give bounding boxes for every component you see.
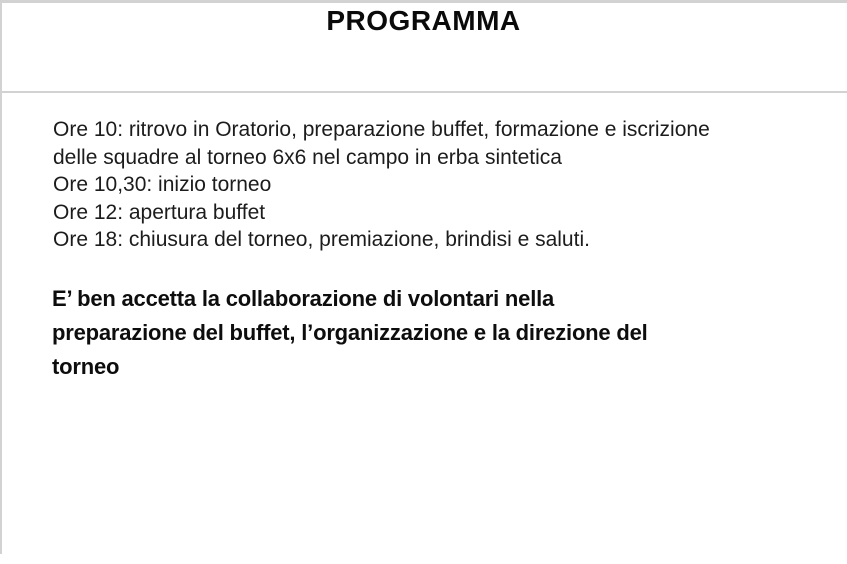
- slide-header: [0, 6, 847, 36]
- slide-top-border: [0, 0, 847, 3]
- schedule-line: Ore 18: chiusura del torneo, premiazione, brindisi e saluti.: [53, 228, 590, 251]
- schedule-line: Ore 10: ritrovo in Oratorio, preparazione buffet, formazione e iscrizione: [53, 118, 710, 141]
- notice-line: E’ ben accetta la collaborazione di volontari nella: [52, 286, 555, 311]
- schedule-text-block: [53, 116, 813, 254]
- schedule-line: Ore 10,30: inizio torneo: [53, 173, 272, 196]
- schedule-line: delle squadre al torneo 6x6 nel campo in erba sintetica: [53, 145, 562, 169]
- notice-line: torneo: [52, 354, 120, 379]
- notice-line: preparazione del buffet, l’organizzazione e la direzione del: [52, 320, 648, 345]
- volunteer-notice-block: [52, 282, 812, 384]
- page-title: PROGRAMMA: [326, 5, 521, 36]
- slide-left-border: [0, 3, 2, 554]
- schedule-line: Ore 12: apertura buffet: [53, 200, 266, 224]
- header-divider: [0, 91, 847, 93]
